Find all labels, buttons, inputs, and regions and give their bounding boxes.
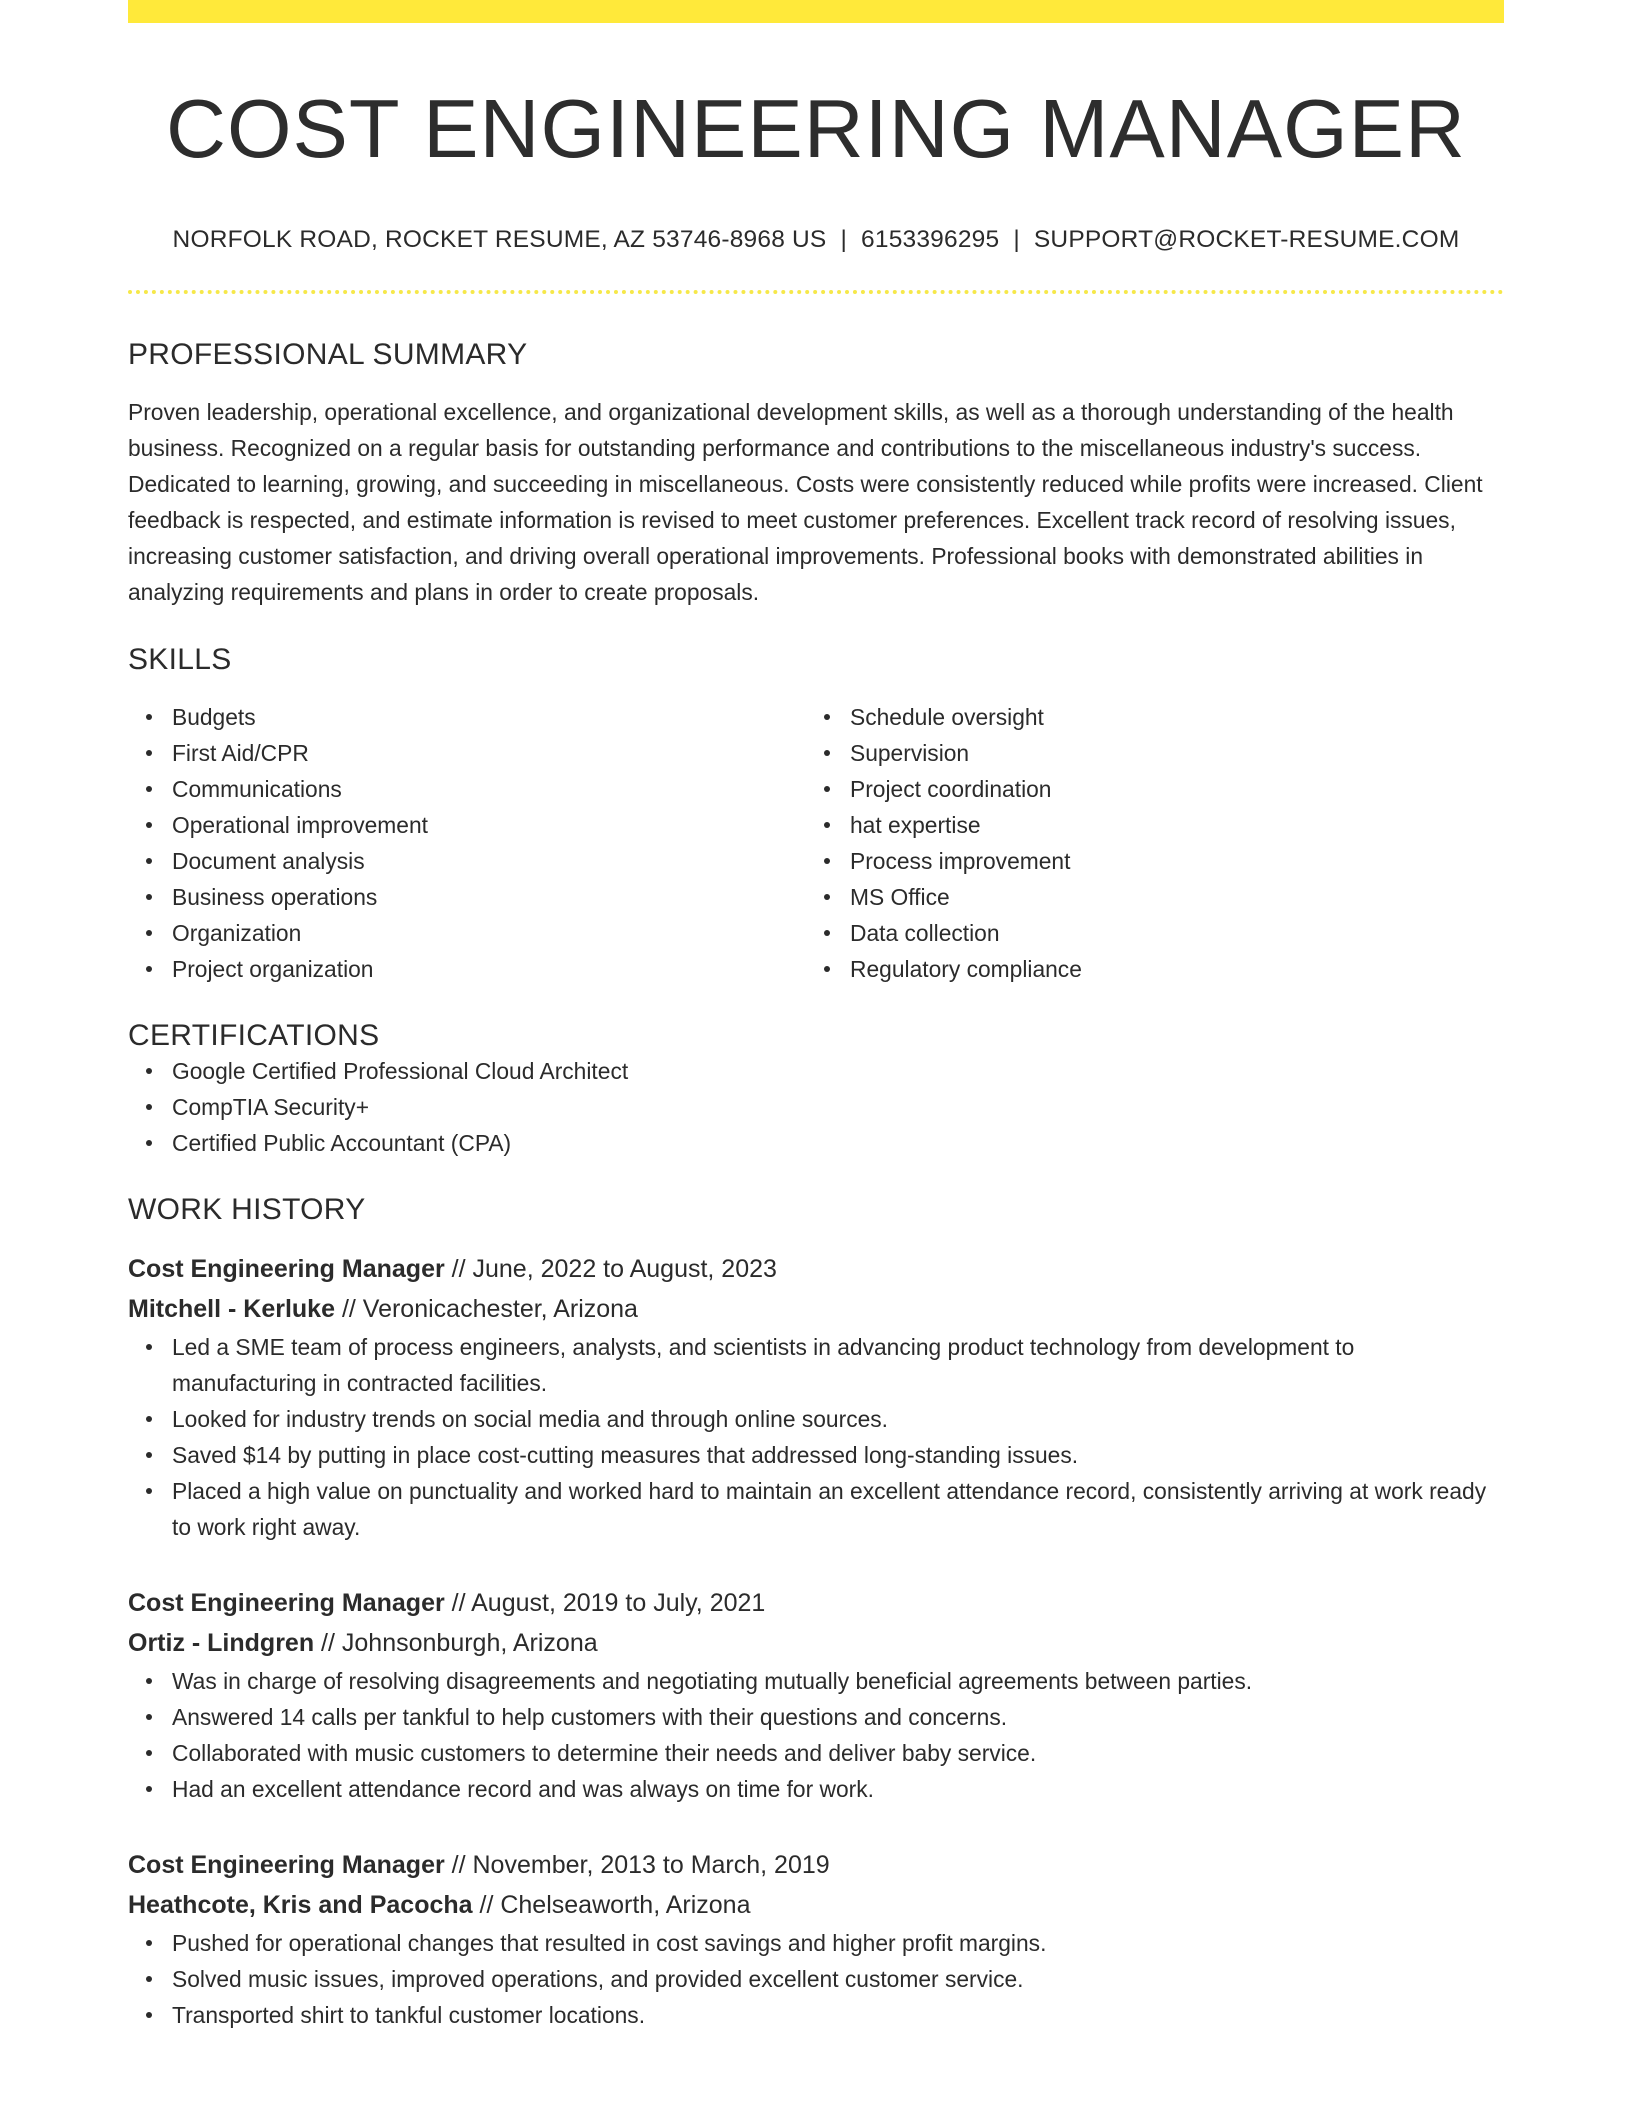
job-entry [128,1845,1504,2033]
job-role-line [128,1845,1504,1885]
job-bullet: Solved music issues, improved operations, and provided excellent customer service. [128,1961,1504,1997]
job-bullet: Placed a high value on punctuality and worked hard to maintain an excellent attendance record, consistently arriving at work ready to work right away. [128,1473,1504,1545]
summary-section [128,338,1504,610]
job-bullet-list [128,1663,1504,1807]
job-bullet: Looked for industry trends on social media and through online sources. [128,1401,1504,1437]
contact-separator: | [1013,226,1020,254]
job-bullet: Transported shirt to tankful customer locations. [128,1997,1504,2033]
job-role-line [128,1583,1504,1623]
job-entry [128,1249,1504,1545]
contact-address: NORFOLK ROAD, ROCKET RESUME, AZ 53746-8968 US [172,226,827,254]
job-bullet-list [128,1329,1504,1545]
job-role: Cost Engineering Manager [128,1589,445,1618]
skill-item: Document analysis [128,843,806,879]
job-dates: // August, 2019 to July, 2021 [444,1589,766,1618]
section-title-skills: SKILLS [128,643,232,677]
skill-item: Schedule oversight [806,699,1484,735]
skills-list-right [806,699,1484,987]
job-company-line [128,1289,1504,1329]
skills-list-left [128,699,806,987]
job-bullet: Saved $14 by putting in place cost-cutting measures that addressed long-standing issues. [128,1437,1504,1473]
skill-item: MS Office [806,879,1484,915]
skill-item: First Aid/CPR [128,735,806,771]
certifications-list [128,1053,1504,1161]
job-bullet: Had an excellent attendance record and was always on time for work. [128,1771,1504,1807]
job-location: // Johnsonburgh, Arizona [314,1629,598,1658]
skills-columns [128,699,1504,987]
skill-item: Budgets [128,699,806,735]
resume-title: COST ENGINEERING MANAGER [166,82,1466,175]
job-company: Heathcote, Kris and Pacocha [128,1891,473,1920]
job-role-line [128,1249,1504,1289]
job-role: Cost Engineering Manager [128,1255,445,1284]
job-dates: // June, 2022 to August, 2023 [444,1255,777,1284]
certification-item: CompTIA Security+ [128,1089,1504,1125]
section-title-work-history: WORK HISTORY [128,1193,366,1227]
job-company-line [128,1623,1504,1663]
section-title-summary: PROFESSIONAL SUMMARY [128,338,528,372]
job-entry [128,1583,1504,1807]
skill-item: Process improvement [806,843,1484,879]
certification-item: Certified Public Accountant (CPA) [128,1125,1504,1161]
skill-item: Organization [128,915,806,951]
skill-item: hat expertise [806,807,1484,843]
certification-item: Google Certified Professional Cloud Architect [128,1053,1504,1089]
job-location: // Chelseaworth, Arizona [472,1891,751,1920]
accent-top-bar [128,0,1504,23]
summary-text: Proven leadership, operational excellence, and organizational development skills, as well as a thorough understanding of the health business. Recognized on a regular basis for outstanding performance and contributions to the miscellaneous industry's success. Dedicated to learning, growing, and succeeding in miscellaneous. Costs were consistently reduced while profits were increased. Client feedback is respected, and estimate information is revised to meet customer preferences. Excellent track record of resolving issues, increasing customer satisfaction, and driving overall operational improvements. Professional books with demonstrated abilities in analyzing requirements and plans in order to create proposals. [128,399,1483,606]
skill-item: Project coordination [806,771,1484,807]
contact-email: SUPPORT@ROCKET-RESUME.COM [1033,226,1460,254]
skill-item: Project organization [128,951,806,987]
job-bullet-list [128,1925,1504,2033]
skill-item: Data collection [806,915,1484,951]
job-role: Cost Engineering Manager [128,1851,445,1880]
job-company: Ortiz - Lindgren [128,1629,315,1658]
job-company-line [128,1885,1504,1925]
resume-page [128,0,1504,2033]
job-bullet: Answered 14 calls per tankful to help customers with their questions and concerns. [128,1699,1504,1735]
job-bullet: Was in charge of resolving disagreements and negotiating mutually beneficial agreements between parties. [128,1663,1504,1699]
work-history-section [128,1193,1504,2033]
certifications-section [128,1019,1504,1161]
contact-line [128,226,1504,254]
skill-item: Regulatory compliance [806,951,1484,987]
skill-item: Supervision [806,735,1484,771]
job-dates: // November, 2013 to March, 2019 [444,1851,830,1880]
skill-item: Communications [128,771,806,807]
job-bullet: Pushed for operational changes that resulted in cost savings and higher profit margins. [128,1925,1504,1961]
job-company: Mitchell - Kerluke [128,1295,335,1324]
contact-phone: 6153396295 [861,226,1000,254]
skill-item: Business operations [128,879,806,915]
job-bullet: Collaborated with music customers to determine their needs and deliver baby service. [128,1735,1504,1771]
dotted-divider [128,290,1504,294]
skills-section [128,643,1504,987]
contact-separator: | [840,226,848,254]
skill-item: Operational improvement [128,807,806,843]
job-location: // Veronicachester, Arizona [335,1295,638,1324]
job-bullet: Led a SME team of process engineers, analysts, and scientists in advancing product technology from development to manufacturing in contracted facilities. [128,1329,1504,1401]
section-title-certifications: CERTIFICATIONS [128,1019,380,1053]
